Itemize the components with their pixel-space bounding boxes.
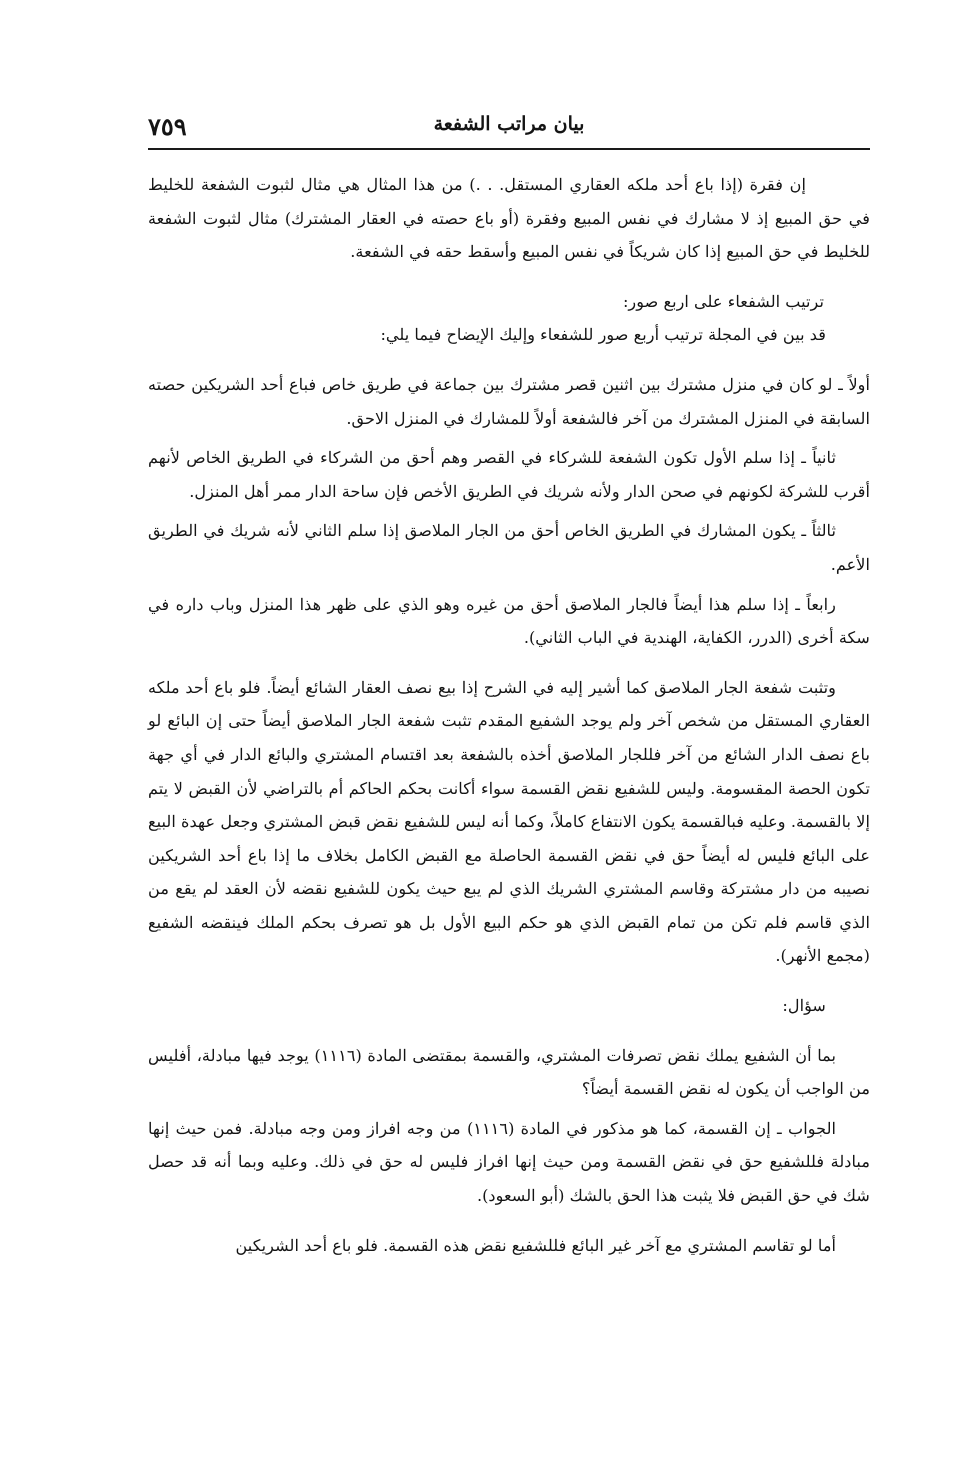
paragraph-intro: إن فقرة (إذا باع أحد ملكه العقاري المستقل. . .) من هذا المثال هي مثال لثبوت الشفعة للخليط في حق المبيع إذ لا مشارك في نفس المبيع وفقرة (أو باع حصته في العقار المشترك) مثال لثبوت الشفعة للخليط في حق المبيع إذا كان شريكاً في نفس المبيع وأسقط حقه في الشفعة. bbox=[148, 175, 870, 262]
paragraph-answer: الجواب ـ إن القسمة، كما هو مذكور في المادة (١١١٦) من وجه افراز ومن وجه مبادلة. فمن حيث إنها مبادلة فللشفيع حق في نقض القسمة ومن حيث إنها افراز فليس له حق في ذلك. وعليه وبما أنه قد حصل شك في حق القبض فلا يثبت هذا الحق بالشك (أبو السعود). bbox=[148, 1118, 870, 1206]
paragraph-neighbor-preemption: وتثبت شفعة الجار الملاصق كما أشير إليه في الشرح إذا بيع نصف العقار الشائع أيضاً. فلو باع أحد ملكه العقاري المستقل من شخص آخر ولم يوجد الشفيع المقدم تثبت شفعة الجار الملاصق أيضاً حتى إن البائع لو باع نصف الدار الشائع من آخر فللجار الملاصق أخذه بالشفعة بعد اقتسام المشتري والبائع الدار في أي جهة تكون الحصة المقسومة. وليس للشفيع نقض القسمة سواء أكانت بحكم الحاكم أم بالتراضي لأن القبض لا يتم إلا بالقسمة. وعليه فبالقسمة يكون الانتفاع كاملاً، وكما أنه ليس للشفيع نقض قبض المشتري وجعل عهدة البيع على البائع فليس له أيضاً حق في نقض القسمة الحاصلة مع القبض الكامل بخلاف ما إذا باع أحد الشريكين نصيبه من دار مشتركة وقاسم المشتري الشريك الذي لم يبع حيث يكون للشفيع نقضه لأن العقد لم يقع من الذي قاسم فلم تكن من تمام القبض الذي هو حكم البيع الأول بل هو تصرف بحكم الملك فينقضه الشفيع (مجمع الأنهر). bbox=[148, 677, 870, 966]
section-heading: ترتيب الشفعاء على اربع صور: bbox=[622, 291, 824, 311]
paragraph-final: أما لو تقاسم المشتري مع آخر غير البائع فللشفيع نقض هذه القسمة. فلو باع أحد الشريكين bbox=[235, 1235, 836, 1255]
page-header bbox=[148, 108, 870, 150]
paragraph-third: ثالثاً ـ يكون المشارك في الطريق الخاص أحق من الجار الملاصق إذا سلم الثاني لأنه شريك في الطريق الأعم. bbox=[148, 521, 870, 574]
page-number: ٧٥٩ bbox=[148, 112, 187, 141]
paragraph-first: أولاً ـ لو كان في منزل مشترك بين اثنين قصر مشترك بين جماعة في طريق خاص فباع أحد الشريكين حصته السابقة في المنزل المشترك من آخر فالشفعة أولاً للمشارك في المنزل الاحق. bbox=[148, 374, 870, 428]
body-text bbox=[148, 168, 870, 1262]
question-heading: سؤال: bbox=[782, 996, 826, 1016]
paragraph-fourth: رابعاً ـ إذا سلم هذا أيضاً فالجار الملاصق أحق من غيره وهو الذي على ظهر هذا المنزل وباب داره في سكة أخرى (الدرر، الكفاية، الهندية في الباب الثاني). bbox=[148, 594, 870, 648]
running-head: بيان مراتب الشفعة bbox=[433, 113, 585, 135]
paragraph-heading-explanation: قد بين في المجلة ترتيب أربع صور للشفعاء وإليك الإيضاح فيما يلي: bbox=[380, 325, 826, 345]
paragraph-second: ثانياً ـ إذا سلم الأول تكون الشفعة للشركاء في القصر وهم أحق من الشركاء في الطريق الخاص لأنهم أقرب للشركة لكونهم في صحن الدار ولأنه شريك في الطريق الأخص فإن ساحة الدار ممر أهل المنزل. bbox=[148, 448, 870, 501]
paragraph-question: بما أن الشفيع يملك نقض تصرفات المشتري، والقسمة بمقتضى المادة (١١١٦) يوجد فيها مبادلة، أفليس من الواجب أن يكون له نقض القسمة أيضاً؟ bbox=[148, 1045, 870, 1099]
